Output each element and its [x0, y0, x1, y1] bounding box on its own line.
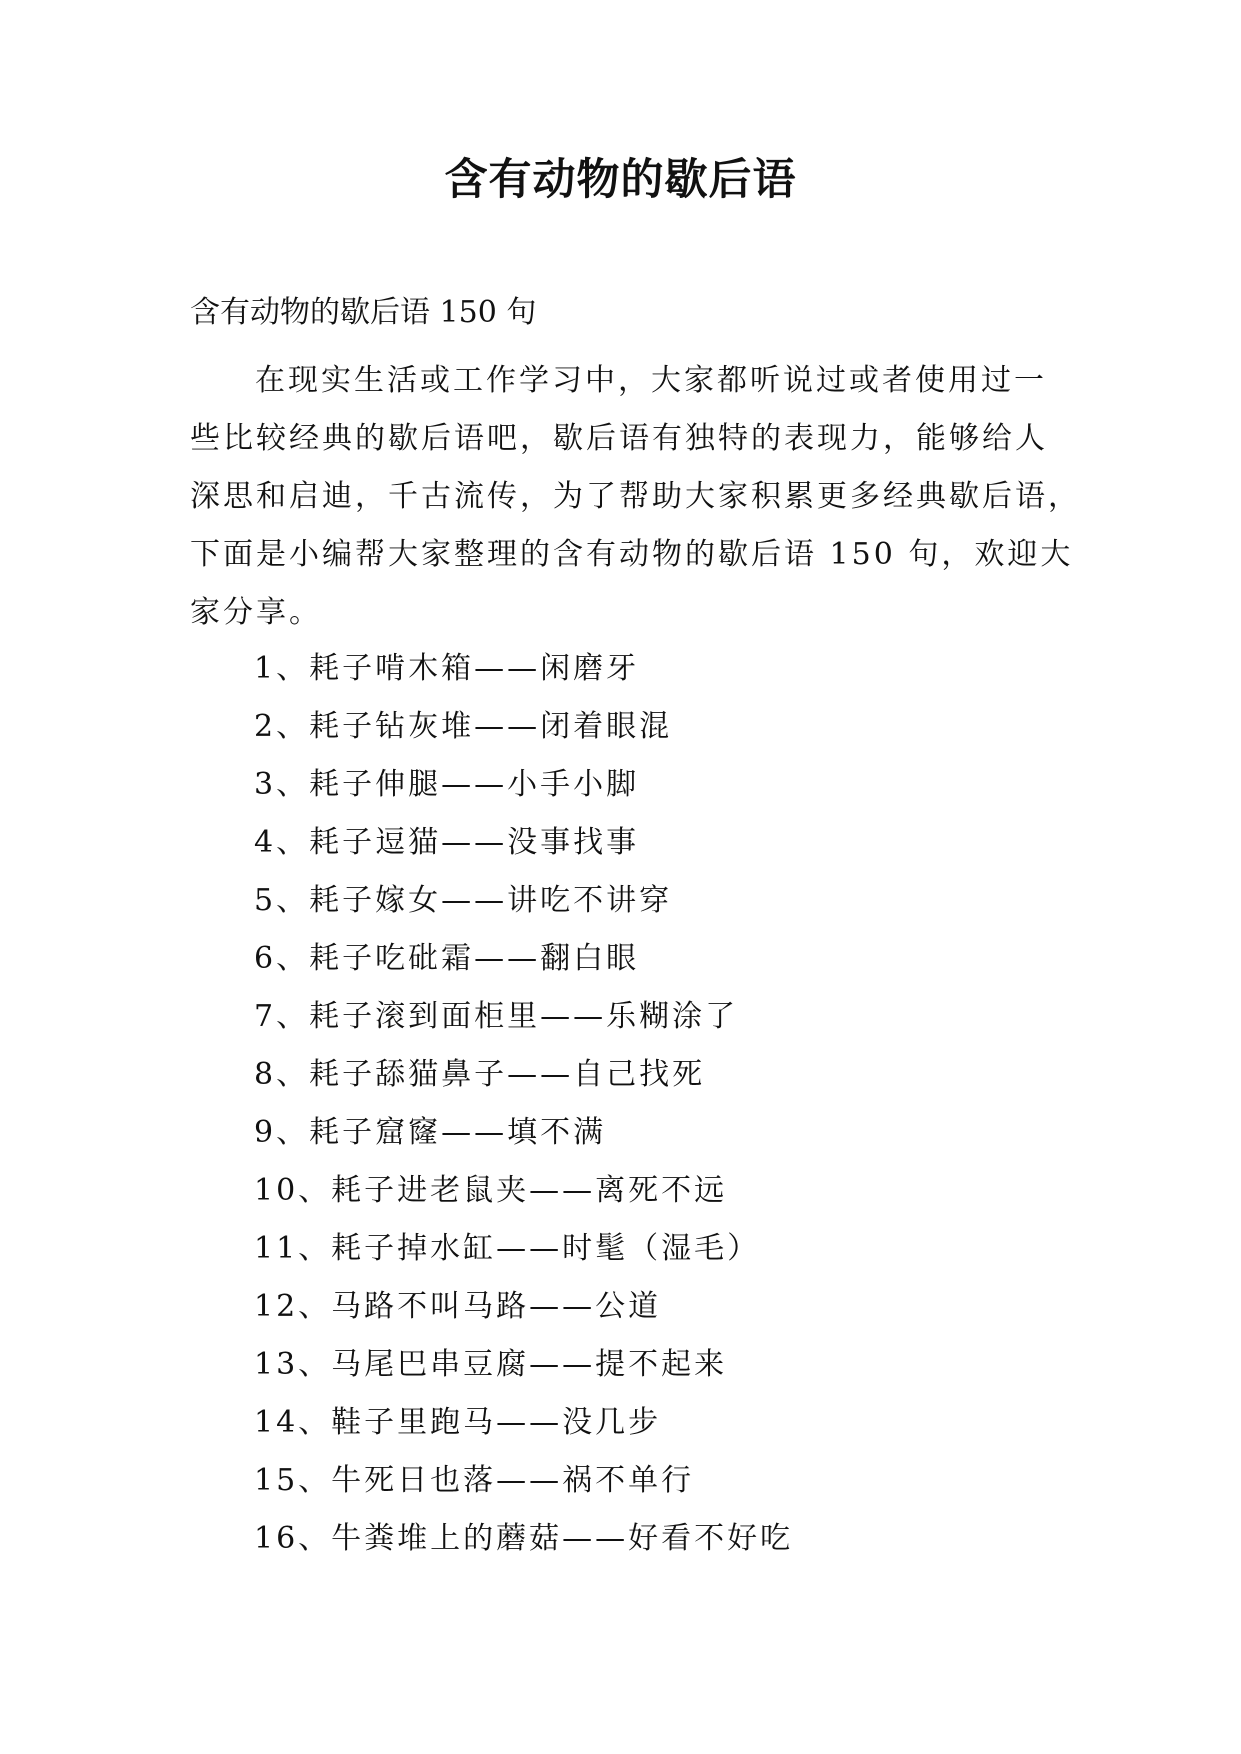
- list-item: 6、耗子吃砒霜——翻白眼: [254, 941, 640, 976]
- list-item: 16、牛粪堆上的蘑菇——好看不好吃: [254, 1521, 794, 1556]
- list-item: 14、鞋子里跑马——没几步: [254, 1405, 662, 1440]
- intro-paragraph: [190, 352, 1081, 642]
- list-item: 8、耗子舔猫鼻子——自己找死: [254, 1057, 706, 1092]
- list-item: 1、耗子啃木箱——闲磨牙: [254, 651, 640, 686]
- list-item: 10、耗子进老鼠夹——离死不远: [254, 1173, 728, 1208]
- list-item: 4、耗子逗猫——没事找事: [254, 825, 640, 860]
- list-item: 5、耗子嫁女——讲吃不讲穿: [254, 883, 673, 918]
- list-item: 11、耗子掉水缸——时髦（湿毛）: [254, 1231, 761, 1266]
- list-item: 9、耗子窟窿——填不满: [254, 1115, 607, 1150]
- list-item: 3、耗子伸腿——小手小脚: [254, 767, 640, 802]
- proverb-list: [254, 640, 793, 1568]
- list-item: 12、马路不叫马路——公道: [254, 1289, 662, 1324]
- intro-line: 下面是小编帮大家整理的含有动物的歇后语 150 句，欢迎大: [190, 537, 1074, 572]
- intro-line: 家分享。: [190, 595, 322, 630]
- intro-line: 些比较经典的歇后语吧，歇后语有独特的表现力，能够给人: [190, 421, 1048, 456]
- list-item: 13、马尾巴串豆腐——提不起来: [254, 1347, 728, 1382]
- list-item: 7、耗子滚到面柜里——乐糊涂了: [254, 999, 739, 1034]
- list-item: 2、耗子钻灰堆——闭着眼混: [254, 709, 673, 744]
- list-item: 15、牛死日也落——祸不单行: [254, 1463, 695, 1498]
- intro-line: 深思和启迪，千古流传，为了帮助大家积累更多经典歇后语，: [190, 479, 1081, 514]
- document-subtitle: 含有动物的歇后语 150 句: [190, 295, 537, 330]
- document-title: 含有动物的歇后语: [444, 155, 797, 205]
- intro-line: 在现实生活或工作学习中，大家都听说过或者使用过一: [255, 363, 1047, 398]
